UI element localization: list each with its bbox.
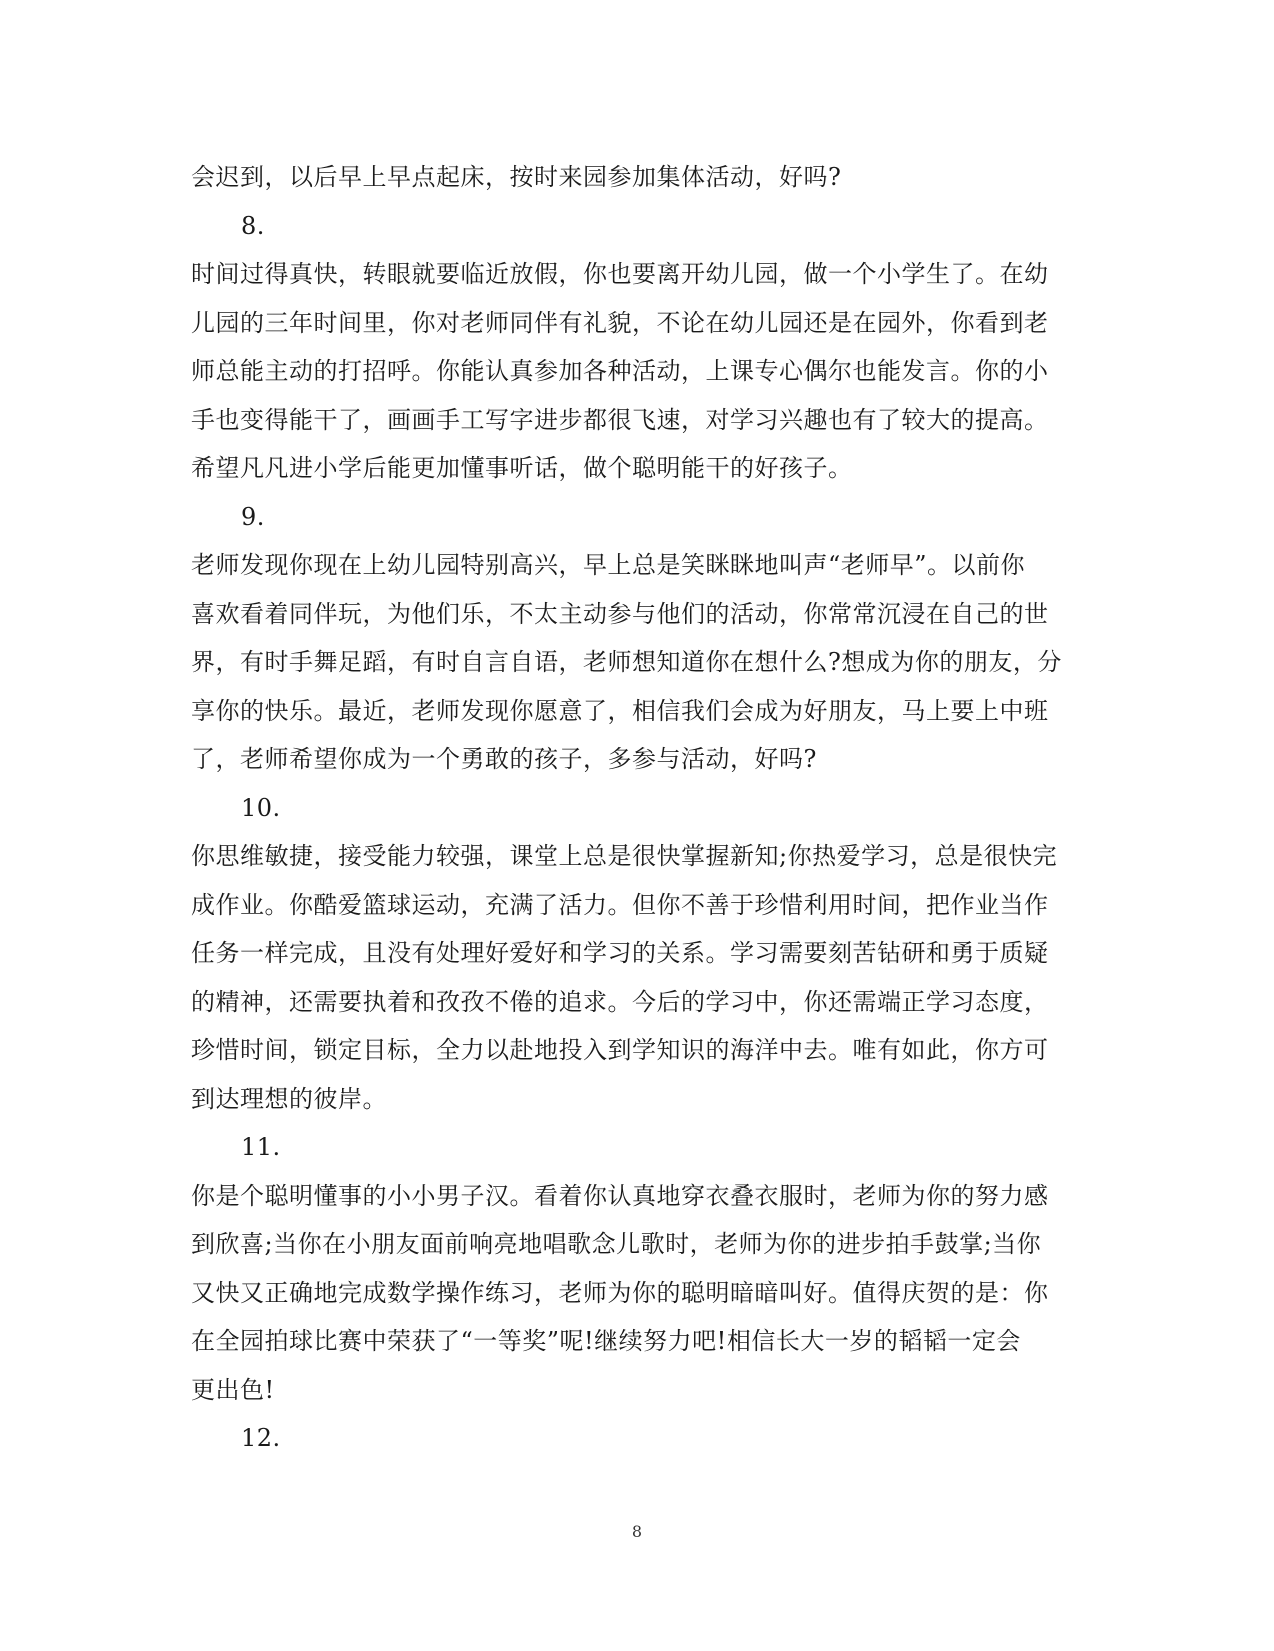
text-line: 了，老师希望你成为一个勇敢的孩子，多参与活动，好吗? bbox=[191, 745, 817, 773]
item-number: 10. bbox=[241, 793, 281, 822]
text-line: 又快又正确地完成数学操作练习，老师为你的聪明暗暗叫好。值得庆贺的是：你 bbox=[191, 1278, 1049, 1307]
text-line: 会迟到，以后早上早点起床，按时来园参加集体活动，好吗? bbox=[191, 163, 842, 191]
text-line: 你是个聪明懂事的小小男子汉。看着你认真地穿衣叠衣服时，老师为你的努力感 bbox=[191, 1181, 1049, 1210]
text-line: 在全园拍球比赛中荣获了“一等奖”呢!继续努力吧!相信长大一岁的韬韬一定会 bbox=[191, 1327, 1021, 1355]
text-line: 手也变得能干了，画画手工写字进步都很飞速，对学习兴趣也有了较大的提高。 bbox=[191, 405, 1049, 434]
page-number: 8 bbox=[631, 1522, 643, 1541]
item-number: 8. bbox=[241, 211, 265, 240]
text-line: 珍惜时间，锁定目标，全力以赴地投入到学知识的海洋中去。唯有如此，你方可 bbox=[191, 1036, 1049, 1064]
text-line: 的精神，还需要执着和孜孜不倦的追求。今后的学习中，你还需端正学习态度， bbox=[191, 987, 1049, 1016]
text-line: 老师发现你现在上幼儿园特别高兴，早上总是笑眯眯地叫声“老师早”。以前你 bbox=[191, 551, 1026, 579]
text-line: 喜欢看着同伴玩，为他们乐，不太主动参与他们的活动，你常常沉浸在自己的世 bbox=[191, 599, 1049, 628]
text-line: 你思维敏捷，接受能力较强，课堂上总是很快掌握新知;你热爱学习，总是很快完 bbox=[191, 842, 1058, 870]
text-line: 到达理想的彼岸。 bbox=[191, 1084, 387, 1113]
text-line: 到欣喜;当你在小朋友面前响亮地唱歌念儿歌时，老师为你的进步拍手鼓掌;当你 bbox=[191, 1230, 1042, 1258]
text-line: 享你的快乐。最近，老师发现你愿意了，相信我们会成为好朋友，马上要上中班 bbox=[191, 696, 1049, 725]
text-line: 希望凡凡进小学后能更加懂事听话，做个聪明能干的好孩子。 bbox=[191, 454, 853, 482]
text-line: 时间过得真快，转眼就要临近放假，你也要离开幼儿园，做一个小学生了。在幼 bbox=[191, 260, 1049, 288]
text-line: 界，有时手舞足蹈，有时自言自语，老师想知道你在想什么?想成为你的朋友，分 bbox=[191, 648, 1062, 676]
item-number: 11. bbox=[241, 1133, 281, 1161]
item-number: 9. bbox=[241, 502, 265, 531]
document-body bbox=[191, 153, 1083, 1463]
text-line: 任务一样完成，且没有处理好爱好和学习的关系。学习需要刻苦钻研和勇于质疑 bbox=[191, 939, 1049, 967]
item-number: 12. bbox=[241, 1424, 281, 1452]
text-line: 更出色! bbox=[191, 1375, 275, 1404]
text-line: 师总能主动的打招呼。你能认真参加各种活动，上课专心偶尔也能发言。你的小 bbox=[191, 357, 1049, 385]
text-line: 儿园的三年时间里，你对老师同伴有礼貌，不论在幼儿园还是在园外，你看到老 bbox=[191, 308, 1049, 337]
text-line: 成作业。你酷爱篮球运动，充满了活力。但你不善于珍惜利用时间，把作业当作 bbox=[191, 890, 1049, 919]
